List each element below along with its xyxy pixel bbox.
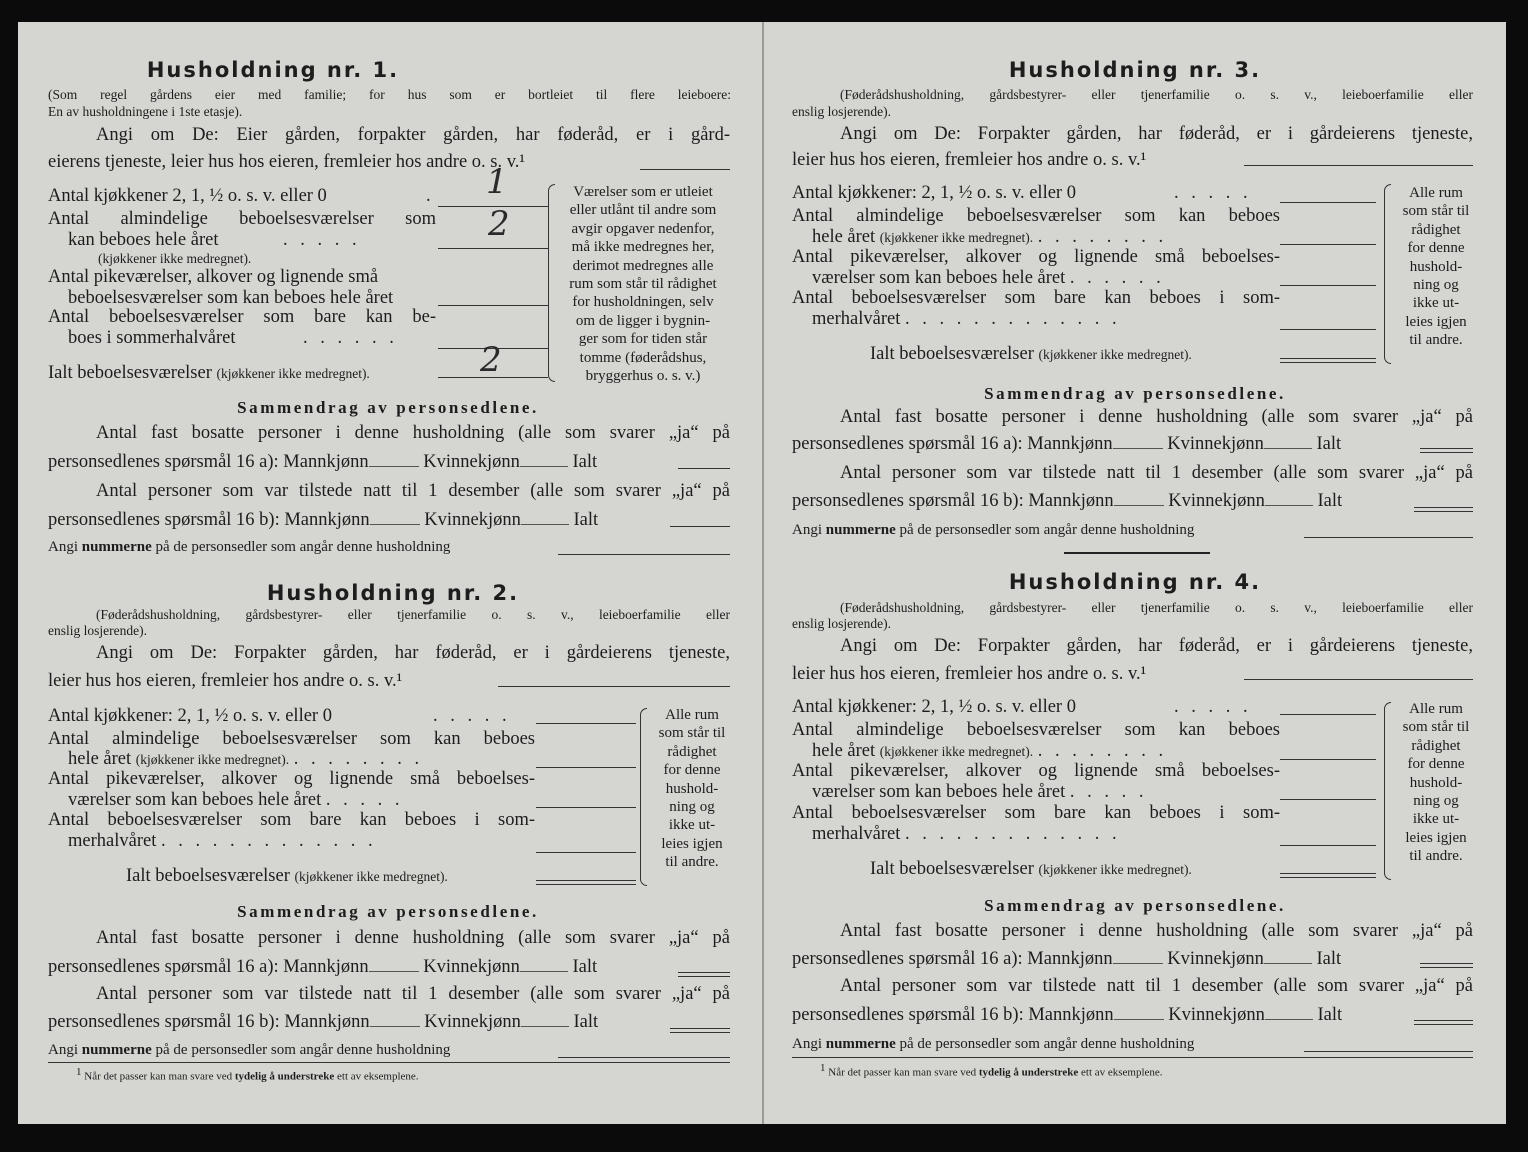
h2-small-rooms-label-2 bbox=[68, 789, 404, 811]
h2-b-total-field[interactable] bbox=[670, 1028, 730, 1033]
h1-a-female-field[interactable] bbox=[520, 466, 568, 467]
h1-a-total-field[interactable] bbox=[678, 468, 730, 469]
h2-total-label bbox=[126, 865, 448, 887]
h2-side-line: ning og bbox=[669, 799, 715, 816]
h4-summary-b2 bbox=[792, 1004, 1342, 1026]
h2-small-rooms-dots: . . . . . bbox=[325, 790, 404, 810]
household-4-title: Husholdning nr. 4. bbox=[1008, 570, 1262, 594]
household-4-angi-answer-line[interactable] bbox=[1244, 679, 1473, 680]
h2-rooms-dots: . . . . . . . . bbox=[293, 749, 424, 769]
left-footnote-bold: tydelig å understreke bbox=[234, 1070, 335, 1083]
h2-summary-b1: Antal personer som var tilstede natt til 1 desember (alle som svarer „ja“ på bbox=[96, 984, 730, 1004]
h1-side-line: om de ligger i bygnin- bbox=[575, 312, 711, 329]
h4-rooms-label-2-text: hele året bbox=[812, 741, 876, 761]
h1-b-female-field[interactable] bbox=[521, 524, 569, 525]
h2-b-female-label: Kvinnekjønn bbox=[424, 1012, 521, 1032]
h1-numbers-bold: nummerne bbox=[81, 539, 152, 555]
h2-small-rooms-label-2-text: værelser som kan beboes hele året bbox=[68, 790, 322, 810]
h2-summer-rooms-label-2 bbox=[68, 830, 377, 852]
household-3-angi-answer-line[interactable] bbox=[1244, 165, 1473, 166]
h1-side-line: må ikke medregnes her, bbox=[571, 239, 715, 256]
h2-rooms-label-2-text: hele året bbox=[68, 749, 132, 769]
h4-total-label bbox=[870, 858, 1192, 880]
household-4-note-line1: (Føderådshusholdning, gårdsbestyrer- eller tjenerfamilie o. s. v., leieboerfamilie eller bbox=[840, 600, 1473, 615]
household-3-angi-line2-text: leier hus hos eieren, fremleier hos andre o. s. v.¹ bbox=[792, 150, 1147, 170]
h4-side-line: ikke ut- bbox=[1412, 811, 1460, 828]
household-3-note-line2: enslig losjerende). bbox=[792, 104, 891, 119]
h3-side-line: til andre. bbox=[1409, 332, 1463, 349]
h3-summary-b2-text: personsedlenes spørsmål 16 b): Mannkjønn bbox=[792, 491, 1114, 511]
h2-summary-title: Sammendrag av personsedlene. bbox=[237, 902, 539, 921]
h4-numbers-field[interactable] bbox=[1304, 1051, 1473, 1052]
h1-side-line: derimot medregnes alle bbox=[572, 257, 714, 274]
h2-kitchens-label: Antal kjøkkener: 2, 1, ½ o. s. v. eller 0 bbox=[48, 706, 332, 726]
h4-total-field[interactable] bbox=[1280, 873, 1376, 878]
h2-numbers-line bbox=[48, 1042, 450, 1059]
h1-kitchens-handwritten: 1 bbox=[486, 162, 508, 202]
h4-small-rooms-field[interactable] bbox=[1280, 799, 1376, 800]
h1-summary-a1: Antal fast bosatte personer i denne husholdning (alle som svarer „ja“ på bbox=[96, 423, 730, 443]
h2-rooms-field[interactable] bbox=[536, 767, 636, 768]
household-2-title: Husholdning nr. 2. bbox=[266, 581, 520, 605]
h1-summary-a2 bbox=[48, 451, 597, 473]
household-2-angi-line1: Angi om De: Forpakter gården, har føderåd, er i gårdeierens tjeneste, bbox=[96, 643, 730, 663]
h3-numbers-field[interactable] bbox=[1304, 537, 1473, 538]
household-1-angi-line1: Angi om De: Eier gården, forpakter gården, har føderåd, er i gård- bbox=[96, 125, 730, 145]
h1-small-rooms-field[interactable] bbox=[438, 305, 548, 306]
h2-b-total-label: Ialt bbox=[573, 1012, 599, 1032]
left-footnote-pre: Når det passer kan man svare ved bbox=[84, 1070, 233, 1083]
h4-small-rooms-label-2-text: værelser som kan beboes hele året bbox=[812, 782, 1066, 802]
h2-a-female-label: Kvinnekjønn bbox=[423, 957, 520, 977]
h4-numbers-pre: Angi bbox=[792, 1036, 822, 1052]
h3-numbers-pre: Angi bbox=[792, 522, 822, 538]
h3-numbers-bold: nummerne bbox=[825, 522, 896, 538]
h1-summary-a2-text: personsedlenes spørsmål 16 a): Mannkjønn bbox=[48, 452, 369, 472]
h4-kitchens-label: Antal kjøkkener: 2, 1, ½ o. s. v. eller 0 bbox=[792, 697, 1076, 717]
h4-numbers-bold: nummerne bbox=[825, 1036, 896, 1052]
h3-side-line: ning og bbox=[1413, 277, 1459, 294]
h1-summary-b2-text: personsedlenes spørsmål 16 b): Mannkjønn bbox=[48, 510, 370, 530]
household-1-title: Husholdning nr. 1. bbox=[146, 58, 400, 82]
h3-summary-b2 bbox=[792, 490, 1342, 512]
right-footnote-bold: tydelig å understreke bbox=[978, 1066, 1079, 1079]
h1-summer-rooms-label-1: Antal beboelsesværelser som bare kan be- bbox=[48, 307, 436, 327]
h2-b-male-field[interactable] bbox=[370, 1026, 420, 1027]
h4-b-total-field[interactable] bbox=[1414, 1020, 1473, 1025]
h4-a-female-label: Kvinnekjønn bbox=[1167, 949, 1264, 969]
h4-side-line: ning og bbox=[1413, 793, 1459, 810]
h4-summer-rooms-label-2 bbox=[812, 823, 1121, 845]
h3-small-rooms-label-2-text: værelser som kan beboes hele året bbox=[812, 268, 1066, 288]
h3-summary-a2-text: personsedlenes spørsmål 16 a): Mannkjønn bbox=[792, 434, 1113, 454]
h3-side-line: for denne bbox=[1407, 240, 1465, 257]
h4-a-male-field[interactable] bbox=[1113, 963, 1163, 964]
h2-total-field[interactable] bbox=[536, 880, 636, 885]
h3-summer-rooms-label-2-text: merhalvåret bbox=[812, 309, 901, 329]
h2-summer-rooms-field[interactable] bbox=[536, 852, 636, 853]
household-2-angi-line2: leier hus hos eieren, fremleier hos andre o. s. v.¹ bbox=[48, 671, 403, 691]
h2-numbers-pre: Angi bbox=[48, 1042, 78, 1058]
h3-side-line: Alle rum bbox=[1409, 185, 1463, 201]
h4-side-line: som står til bbox=[1402, 719, 1470, 736]
h4-rooms-dots: . . . . . . . . bbox=[1037, 741, 1168, 761]
h1-numbers-line bbox=[48, 539, 450, 556]
h1-summary-title: Sammendrag av personsedlene. bbox=[237, 398, 539, 417]
h1-rooms-note: (kjøkkener ikke medregnet). bbox=[98, 251, 252, 266]
h3-a-total-label: Ialt bbox=[1316, 434, 1342, 454]
household-1-angi-line2: eierens tjeneste, leier hus hos eieren, fremleier hos andre o. s. v.¹ bbox=[48, 152, 525, 172]
h2-rooms-note: (kjøkkener ikke medregnet). bbox=[135, 752, 290, 767]
h3-total-field[interactable] bbox=[1280, 358, 1376, 363]
h2-a-male-field[interactable] bbox=[369, 971, 419, 972]
left-footnote-num: 1 bbox=[76, 1066, 82, 1078]
h2-small-rooms-label-1: Antal pikeværelser, alkover og lignende små beboelses- bbox=[48, 769, 535, 789]
h3-rooms-dots: . . . . . . . . bbox=[1037, 227, 1168, 247]
h4-side-line: for denne bbox=[1407, 756, 1465, 773]
h2-a-total-field[interactable] bbox=[678, 972, 730, 977]
h3-b-male-field[interactable] bbox=[1114, 505, 1164, 506]
h4-b-total-label: Ialt bbox=[1317, 1005, 1343, 1025]
h4-summary-a2 bbox=[792, 948, 1341, 970]
h3-b-total-label: Ialt bbox=[1317, 491, 1343, 511]
h1-side-line: eller utlånt til andre som bbox=[569, 202, 717, 219]
h3-rooms-field[interactable] bbox=[1280, 244, 1376, 245]
h2-rooms-label-2 bbox=[68, 748, 423, 770]
h2-side-line: ikke ut- bbox=[668, 817, 716, 834]
h3-a-total-field[interactable] bbox=[1420, 448, 1473, 453]
household-4-angi-line1: Angi om De: Forpakter gården, har føderåd, er i gårdeierens tjeneste, bbox=[840, 636, 1473, 656]
h1-summary-b1: Antal personer som var tilstede natt til 1 desember (alle som svarer „ja“ på bbox=[96, 481, 730, 501]
h1-rooms-label-1: Antal almindelige beboelsesværelser som bbox=[48, 209, 436, 229]
h2-summary-b2-text: personsedlenes spørsmål 16 b): Mannkjønn bbox=[48, 1012, 370, 1032]
h1-side-line: bryggerhus o. s. v.) bbox=[585, 368, 701, 385]
h3-b-total-field[interactable] bbox=[1414, 507, 1473, 512]
h3-a-male-field[interactable] bbox=[1113, 448, 1163, 449]
h4-b-male-field[interactable] bbox=[1114, 1019, 1164, 1020]
household-1-angi-answer-line[interactable] bbox=[640, 169, 730, 170]
left-footnote-rule bbox=[48, 1062, 730, 1063]
h2-small-rooms-field[interactable] bbox=[536, 807, 636, 808]
household-2-angi-answer-line[interactable] bbox=[498, 686, 730, 687]
h1-rooms-label-2: kan beboes hele året bbox=[68, 230, 219, 250]
h4-summary-title: Sammendrag av personsedlene. bbox=[984, 896, 1286, 915]
h4-side-line: Alle rum bbox=[1409, 701, 1463, 717]
h2-summary-a1: Antal fast bosatte personer i denne husholdning (alle som svarer „ja“ på bbox=[96, 928, 730, 948]
h2-side-line: leies igjen bbox=[661, 835, 723, 852]
h4-side-line: leies igjen bbox=[1405, 829, 1467, 846]
h3-rooms-label-1: Antal almindelige beboelsesværelser som kan beboes bbox=[792, 206, 1280, 226]
h4-side-line: hushold- bbox=[1409, 774, 1463, 791]
h3-side-line: hushold- bbox=[1409, 258, 1463, 275]
h3-summary-title: Sammendrag av personsedlene. bbox=[984, 384, 1286, 403]
h1-summer-rooms-label-2: boes i sommerhalvåret bbox=[68, 328, 236, 348]
h3-total-text: Ialt beboelsesværelser bbox=[870, 344, 1034, 364]
h3-total-label bbox=[870, 343, 1192, 365]
h2-a-female-field[interactable] bbox=[520, 971, 568, 972]
h3-numbers-post: på de personsedler som angår denne husholdning bbox=[899, 522, 1195, 538]
right-footnote-pre: Når det passer kan man svare ved bbox=[828, 1066, 977, 1079]
h1-small-rooms-label-1: Antal pikeværelser, alkover og lignende små bbox=[48, 267, 379, 287]
h4-summary-b2-text: personsedlenes spørsmål 16 b): Mannkjønn bbox=[792, 1005, 1114, 1025]
h2-side-line: hushold- bbox=[665, 780, 719, 797]
h1-b-total-field[interactable] bbox=[670, 526, 730, 527]
h3-small-rooms-label-1: Antal pikeværelser, alkover og lignende små beboelses- bbox=[792, 247, 1280, 267]
h3-summer-rooms-field[interactable] bbox=[1280, 329, 1376, 330]
h1-numbers-field[interactable] bbox=[558, 554, 730, 555]
right-footnote bbox=[820, 1062, 1163, 1079]
h4-total-note: (kjøkkener ikke medregnet). bbox=[1038, 862, 1192, 877]
h1-small-rooms-label-2: beboelsesværelser som kan beboes hele året bbox=[68, 288, 394, 308]
household-4-angi-line2 bbox=[792, 663, 1146, 685]
h1-a-male-field[interactable] bbox=[369, 466, 419, 467]
h1-numbers-pre: Angi bbox=[48, 539, 78, 555]
h3-small-rooms-dots: . . . . . . bbox=[1069, 268, 1165, 288]
h2-summer-rooms-label-2-text: merhalvåret bbox=[68, 831, 157, 851]
h2-numbers-field[interactable] bbox=[558, 1057, 730, 1058]
h3-total-note: (kjøkkener ikke medregnet). bbox=[1038, 347, 1192, 362]
h3-side-line: leies igjen bbox=[1405, 313, 1467, 330]
household-3-angi-line2 bbox=[792, 149, 1146, 171]
h4-summary-a1: Antal fast bosatte personer i denne husholdning (alle som svarer „ja“ på bbox=[840, 921, 1473, 941]
h4-a-total-field[interactable] bbox=[1420, 963, 1473, 968]
h3-kitchens-field[interactable] bbox=[1280, 202, 1376, 203]
h2-a-total-label: Ialt bbox=[572, 957, 598, 977]
h1-total-text: Ialt beboelsesværelser bbox=[48, 363, 212, 383]
h3-summary-b1: Antal personer som var tilstede natt til 1 desember (alle som svarer „ja“ på bbox=[840, 463, 1473, 483]
h2-summer-rooms-label-1: Antal beboelsesværelser som bare kan beboes i som- bbox=[48, 810, 535, 830]
h1-side-line: tomme (føderådshus, bbox=[579, 349, 707, 366]
h2-numbers-post: på de personsedler som angår denne husholdning bbox=[155, 1042, 451, 1058]
h2-rooms-label-1: Antal almindelige beboelsesværelser som kan beboes bbox=[48, 729, 535, 749]
h1-total-handwritten: 2 bbox=[480, 340, 502, 380]
h3-small-rooms-field[interactable] bbox=[1280, 285, 1376, 286]
h4-kitchens-field[interactable] bbox=[1280, 714, 1376, 715]
h3-side-note bbox=[1390, 184, 1482, 350]
h4-rooms-label-2 bbox=[812, 740, 1167, 762]
h3-rooms-label-2-text: hele året bbox=[812, 227, 876, 247]
h2-total-note: (kjøkkener ikke medregnet). bbox=[294, 869, 448, 884]
h4-total-text: Ialt beboelsesværelser bbox=[870, 859, 1034, 879]
household-3-note-line1: (Føderådshusholdning, gårdsbestyrer- eller tjenerfamilie o. s. v., leieboerfamilie eller bbox=[840, 87, 1473, 102]
h3-numbers-line bbox=[792, 522, 1194, 539]
h2-side-line: for denne bbox=[663, 762, 721, 779]
h1-kitchens-label: Antal kjøkkener 2, 1, ½ o. s. v. eller 0 bbox=[48, 186, 327, 206]
h4-side-line: rådighet bbox=[1411, 737, 1461, 754]
h1-a-total-label: Ialt bbox=[572, 452, 598, 472]
h2-b-female-field[interactable] bbox=[521, 1026, 569, 1027]
h2-side-line: til andre. bbox=[665, 854, 719, 871]
h3-side-line: ikke ut- bbox=[1412, 295, 1460, 312]
household-4-note-line2: enslig losjerende). bbox=[792, 616, 891, 631]
h4-summary-a2-text: personsedlenes spørsmål 16 a): Mannkjønn bbox=[792, 949, 1113, 969]
left-footnote bbox=[76, 1066, 419, 1083]
h4-rooms-note: (kjøkkener ikke medregnet). bbox=[879, 744, 1034, 759]
household-1-note-line1: (Som regel gårdens eier med familie; for hus som er bortleiet til flere leieboere: bbox=[48, 87, 731, 102]
household-2-note-line2: enslig losjerende). bbox=[48, 623, 147, 638]
household-3-angi-line1: Angi om De: Forpakter gården, har føderåd, er i gårdeierens tjeneste, bbox=[840, 124, 1473, 144]
h3-summer-rooms-label-1: Antal beboelsesværelser som bare kan beboes i som- bbox=[792, 288, 1280, 308]
h3-summary-a1: Antal fast bosatte personer i denne husholdning (alle som svarer „ja“ på bbox=[840, 407, 1473, 427]
h4-numbers-line bbox=[792, 1036, 1194, 1053]
h3-kitchens-label: Antal kjøkkener: 2, 1, ½ o. s. v. eller 0 bbox=[792, 183, 1076, 203]
h2-side-line: rådighet bbox=[667, 743, 717, 760]
right-page bbox=[764, 22, 1506, 1124]
h1-total-label bbox=[48, 362, 370, 384]
h1-b-male-field[interactable] bbox=[370, 524, 420, 525]
h4-b-female-field[interactable] bbox=[1265, 1019, 1313, 1020]
h2-summary-b2 bbox=[48, 1011, 598, 1033]
h4-small-rooms-dots: . . . . . bbox=[1069, 782, 1148, 802]
h3-summary-a2 bbox=[792, 433, 1341, 455]
h4-kitchens-dots: . . . . . bbox=[1174, 697, 1252, 717]
h2-numbers-bold: nummerne bbox=[81, 1042, 152, 1058]
h3-kitchens-dots: . . . . . bbox=[1174, 183, 1252, 203]
h1-side-line: ger som for tiden står bbox=[578, 331, 708, 348]
h3-rooms-label-2 bbox=[812, 226, 1167, 248]
h1-side-line: Værelser som er utleiet bbox=[573, 184, 713, 200]
h1-side-line: for husholdningen, selv bbox=[572, 294, 714, 311]
h3-side-line: rådighet bbox=[1411, 221, 1461, 238]
h3-rooms-note: (kjøkkener ikke medregnet). bbox=[879, 230, 1034, 245]
h4-rooms-label-1: Antal almindelige beboelsesværelser som kan beboes bbox=[792, 720, 1280, 740]
h3-a-female-field[interactable] bbox=[1264, 448, 1312, 449]
h1-total-note: (kjøkkener ikke medregnet). bbox=[216, 366, 370, 381]
h4-side-note bbox=[1390, 700, 1482, 866]
h3-summer-rooms-label-2 bbox=[812, 308, 1121, 330]
h4-side-line: til andre. bbox=[1409, 848, 1463, 865]
h3-a-female-label: Kvinnekjønn bbox=[1167, 434, 1264, 454]
h3-side-line: som står til bbox=[1402, 203, 1470, 220]
h4-summer-rooms-field[interactable] bbox=[1280, 845, 1376, 846]
h2-side-line: som står til bbox=[658, 725, 726, 742]
h2-summary-a2 bbox=[48, 956, 597, 978]
h1-summary-b2 bbox=[48, 509, 598, 531]
h1-side-line: avgir opgaver nedenfor, bbox=[571, 220, 715, 237]
h2-kitchens-dots: . . . . . bbox=[433, 706, 511, 726]
right-footnote-rule bbox=[792, 1057, 1473, 1058]
h2-side-note bbox=[646, 706, 738, 872]
h1-rooms-field[interactable] bbox=[438, 248, 548, 249]
h4-summer-rooms-label-1: Antal beboelsesværelser som bare kan beboes i som- bbox=[792, 803, 1280, 823]
h2-kitchens-field[interactable] bbox=[536, 723, 636, 724]
left-page bbox=[18, 22, 762, 1124]
h1-summer-rooms-dots: . . . . . . bbox=[303, 328, 398, 348]
h1-a-female-label: Kvinnekjønn bbox=[423, 452, 520, 472]
h4-a-total-label: Ialt bbox=[1316, 949, 1342, 969]
household-3-title: Husholdning nr. 3. bbox=[1008, 58, 1262, 82]
h4-rooms-field[interactable] bbox=[1280, 759, 1376, 760]
h4-summary-b1: Antal personer som var tilstede natt til 1 desember (alle som svarer „ja“ på bbox=[840, 976, 1473, 996]
h1-rooms-handwritten: 2 bbox=[488, 204, 510, 244]
h2-side-line: Alle rum bbox=[665, 707, 719, 723]
section-divider bbox=[1064, 552, 1210, 554]
household-1-note-line2: En av husholdningene i 1ste etasje). bbox=[48, 104, 243, 119]
h2-summary-a2-text: personsedlenes spørsmål 16 a): Mannkjønn bbox=[48, 957, 369, 977]
h4-a-female-field[interactable] bbox=[1264, 963, 1312, 964]
h4-numbers-post: på de personsedler som angår denne husholdning bbox=[899, 1036, 1195, 1052]
household-2-note-line1: (Føderådshusholdning, gårdsbestyrer- eller tjenerfamilie o. s. v., leieboerfamilie eller bbox=[96, 607, 730, 622]
h1-b-female-label: Kvinnekjønn bbox=[424, 510, 521, 530]
h3-b-female-label: Kvinnekjønn bbox=[1168, 491, 1265, 511]
household-4-angi-line2-text: leier hus hos eieren, fremleier hos andre o. s. v.¹ bbox=[792, 664, 1147, 684]
h4-small-rooms-label-1: Antal pikeværelser, alkover og lignende små beboelses- bbox=[792, 761, 1280, 781]
h1-numbers-post: på de personsedler som angår denne husholdning bbox=[155, 539, 451, 555]
h1-kitchens-dots: . bbox=[426, 186, 435, 206]
h2-summer-rooms-dots: . . . . . . . . . . . . . bbox=[160, 831, 377, 851]
h1-side-note bbox=[548, 183, 738, 385]
h1-side-line: rum som står til rådighet bbox=[569, 276, 717, 293]
h4-small-rooms-label-2 bbox=[812, 781, 1148, 803]
h4-b-female-label: Kvinnekjønn bbox=[1168, 1005, 1265, 1025]
h1-b-total-label: Ialt bbox=[573, 510, 599, 530]
right-footnote-num: 1 bbox=[820, 1062, 826, 1074]
h1-rooms-dots: . . . . . bbox=[283, 230, 361, 250]
left-footnote-post: ett av eksemplene. bbox=[337, 1070, 419, 1083]
h3-b-female-field[interactable] bbox=[1265, 505, 1313, 506]
right-footnote-post: ett av eksemplene. bbox=[1081, 1066, 1163, 1079]
h3-small-rooms-label-2 bbox=[812, 267, 1165, 289]
h2-total-text: Ialt beboelsesværelser bbox=[126, 866, 290, 886]
h4-summer-rooms-dots: . . . . . . . . . . . . . bbox=[904, 824, 1121, 844]
h3-summer-rooms-dots: . . . . . . . . . . . . . bbox=[904, 309, 1121, 329]
h4-summer-rooms-label-2-text: merhalvåret bbox=[812, 824, 901, 844]
